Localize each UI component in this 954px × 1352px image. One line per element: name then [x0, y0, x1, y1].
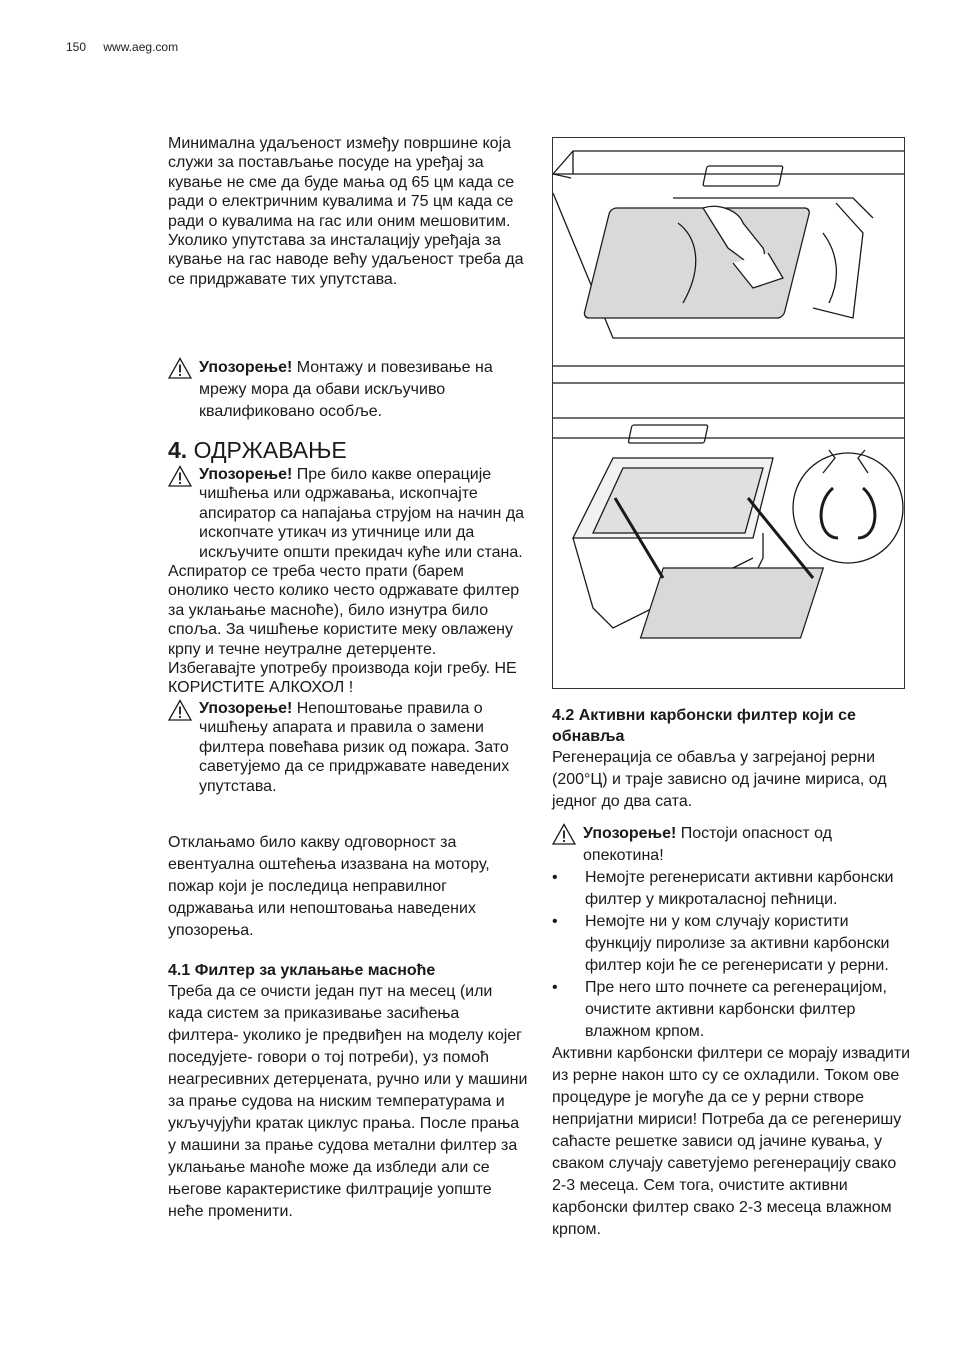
bullet: •	[552, 913, 558, 930]
section-title: ОДРЖАВАЊЕ	[193, 437, 347, 463]
section-4-1	[168, 960, 528, 1223]
hood-filter-diagram	[553, 138, 904, 688]
subsection-title: 4.1 Филтер за уклањање масноће	[168, 962, 436, 979]
subsection-text: Регенерација се обавља у загрејаној рерни (200°Ц) и траје зависно од јачине мириса, од једног до два сата.	[552, 749, 887, 810]
page-number: 150	[66, 40, 87, 54]
section-heading	[168, 436, 528, 464]
list-item: • Пре него што почнете са регенерацијом, очистите активни карбонски филтер влажном крпом.	[552, 979, 887, 1040]
warning-label: Упозорење!	[583, 825, 677, 842]
warning-icon	[168, 357, 192, 379]
warning-icon	[168, 699, 192, 721]
warning-text: Непоштовање правила о чишћењу апарата и правила о замени филтера повећава ризик од пожара. Зато саветујемо да се придржавате наведених упутстава.	[199, 699, 510, 795]
section-4-2	[552, 705, 912, 1241]
warning-text: Монтажу и повезивање на мрежу мора да обави искључиво квалификовано особље.	[199, 359, 493, 420]
section-4	[168, 436, 528, 796]
cleaning-paragraph: Аспиратор се треба често прати (барем онолико често колико често одржавате филтер за уклањање масноће), било изнутра било споља. За чишћење користите меку овлажену крпу и течне неутралне детерџенте. Избегавајте употребу производа који гребу. НЕ КОРИСТИТЕ АЛКОХОЛ !	[168, 563, 520, 697]
warning-text: Пре било какве операције чишћења или одржавања, ископчајте апсиратор са напајања струјом на начин да ископчате утикач из утичнице или да искључите општи прекидач куће или стана.	[199, 466, 525, 561]
warning-installation	[168, 357, 528, 423]
liability-paragraph: Отклањамо било какву одговорност за евентуална оштећења изазвана на мотору, пожар који је последица неправилног одржавања или непоштовања наведених упозорења.	[168, 834, 490, 939]
bullet: •	[552, 979, 558, 996]
subsection-text: Треба да се очисти један пут на месец (или када систем за приказивање засићења филтера- уколико је предвиђен на моделу којег поседујете- говори о тој потреби), уз помоћ неагресивних детерџената, ручно или у машини за прање судова на ниским температурама и укључујући кратак циклус прања. После прања у машини за прање судова метални филтер за уклањање маноће може да избледи али се његове карактеристике филтрације уопште неће променити.	[168, 983, 528, 1220]
intro-paragraph: Минимална удаљеност између површине која служи за постављање посуде на уређај за кување не сме да буде мања од 65 цм када се ради о електричним кувалима и 75 цм када се ради о кувалима на гас или оним мешовитим. Уколико упутстава за инсталацију уређаја за кување на гас наводе већу удаљеност треба да се придржавате тих упутстава.	[168, 135, 524, 288]
page-header	[66, 40, 192, 54]
warning-icon	[168, 465, 192, 487]
bullet: •	[552, 869, 558, 886]
liability-block	[168, 832, 528, 942]
left-column	[168, 134, 528, 289]
warning-icon	[552, 823, 576, 845]
warning-text: Постоји опасност од опекотина!	[583, 825, 832, 864]
list-item: • Немојте регенерисати активни карбонски филтер у микроталасној пећници.	[552, 869, 894, 908]
filter-illustration	[552, 137, 905, 689]
closing-paragraph: Активни карбонски филтери се морају извадити из рерне након што су се охладили. Током ове процедуре је могуће да се у рерни створе непријатни мириси! Потреба да се регенеришу саћасте решетке зависи од јачине кувања, у сваком случају саветујемо регенерацију свако 2-3 месеца. Сем тога, очистите активни карбонски филтер свако 2-3 месеца влажном крпом.	[552, 1045, 911, 1238]
website-url: www.aeg.com	[103, 40, 179, 54]
section-number: 4.	[168, 437, 188, 463]
warning-label: Упозорење!	[199, 699, 293, 717]
subsection-title: 4.2 Активни карбонски филтер који се обнавља	[552, 707, 856, 745]
warning-label: Упозорење!	[199, 466, 293, 483]
list-item: • Немојте ни у ком случају користити функцију пиролизе за активни карбонски филтер који ће се регенерисати у рерни.	[552, 913, 890, 974]
warning-label: Упозорење!	[199, 359, 293, 376]
